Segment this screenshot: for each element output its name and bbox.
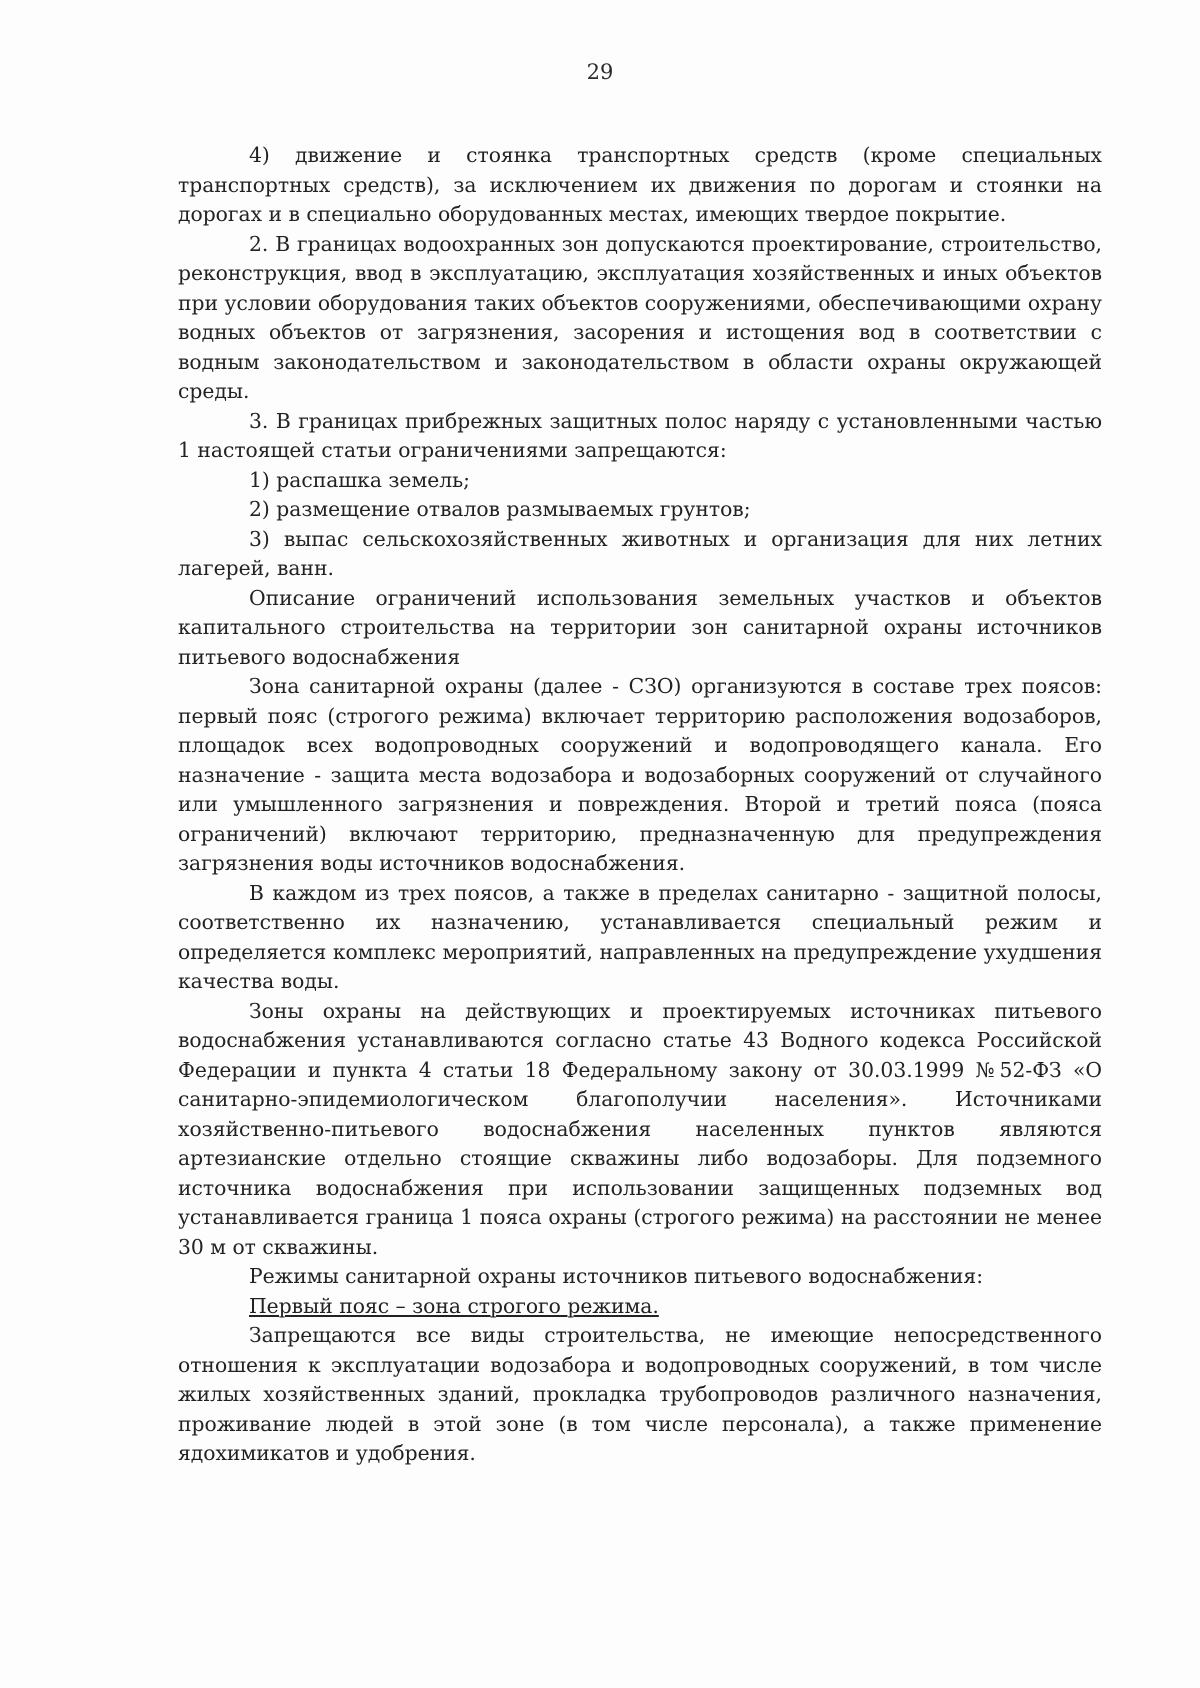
- paragraph-first-belt-prohibitions: Запрещаются все виды строительства, не имеющие непосредственного отношения к эксплуатации водозабора и водопроводных сооружений, в том числе жилых хозяйственных зданий, прокладка трубопроводов различного назначения, проживание людей в этой зоне (в том числе персонала), а также применение ядохимикатов и удобрения.: [178, 1323, 1102, 1465]
- list-item-soil-dumps: 2) размещение отвалов размываемых грунтов;: [249, 497, 751, 521]
- paragraph-clause-3-coastal-strips: 3. В границах прибрежных защитных полос наряду с установленными частью 1 настоящей статьи ограничениями запрещаются:: [178, 408, 1102, 462]
- paragraph-regimes-intro: Режимы санитарной охраны источников питьевого водоснабжения:: [249, 1264, 984, 1288]
- paragraph-protection-zones-law: Зоны охраны на действующих и проектируемых источниках питьевого водоснабжения устанавливаются согласно статье 43 Водного кодекса Российской Федерации и пункта 4 статьи 18 Федеральному закону от 30.03.1999 №52-ФЗ «О санитарно-эпидемиологическом благополучии населения». Источниками хозяйственно-питьевого водоснабжения населенных пунктов являются артезианские отдельно стоящие скважины либо водозаборы. Для подземного источника водоснабжения при использовании защищенных подземных вод устанавливается граница 1 пояса охраны (строгого режима) на расстоянии не менее 30 м от скважины.: [178, 998, 1102, 1259]
- list-item-grazing: 3) выпас сельскохозяйственных животных и организация для них летних лагерей, ванн.: [178, 526, 1102, 580]
- paragraph-item-4-traffic: 4) движение и стоянка транспортных средств (кроме специальных транспортных средств), за исключением их движения по дорогам и стоянки на дорогах и в специально оборудованных местах, имеющих твердое покрытие.: [178, 143, 1102, 226]
- subheading-first-belt: [178, 1292, 1102, 1322]
- paragraph-sanitary-zone-belts: Зона санитарной охраны (далее - СЗО) организуются в составе трех поясов: первый пояс (строгого режима) включает территорию расположения водозаборов, площадок всех водопроводных сооружений и водопроводящего канала. Его назначение - защита места водозабора и водозаборных сооружений от случайного или умышленного загрязнения и повреждения. Второй и третий пояса (пояса ограничений) включают территорию, предназначенную для предупреждения загрязнения воды источников водоснабжения.: [178, 674, 1102, 875]
- document-body: [178, 141, 1102, 1469]
- paragraph-clause-2-water-protection-zones: 2. В границах водоохранных зон допускаются проектирование, строительство, реконструкция, ввод в эксплуатацию, эксплуатация хозяйственных и иных объектов при условии оборудования таких объектов сооружениями, обеспечивающими охрану водных объектов от загрязнения, засорения и истощения вод в соответствии с водным законодательством и законодательством в области охраны окружающей среды.: [178, 231, 1102, 403]
- page-number: 29: [586, 60, 614, 84]
- list-item-plowing: 1) распашка земель;: [249, 467, 470, 492]
- subheading-first-belt-text: Первый пояс – зона строгого режима.: [249, 1293, 659, 1318]
- paragraph-special-regime: В каждом из трех поясов, а также в пределах санитарно - защитной полосы, соответственно их назначению, устанавливается специальный режим и определяется комплекс мероприятий, направленных на предупреждение ухудшения качества воды.: [178, 880, 1102, 993]
- paragraph-restrictions-description: Описание ограничений использования земельных участков и объектов капитального строительства на территории зон санитарной охраны источников питьевого водоснабжения: [178, 585, 1102, 669]
